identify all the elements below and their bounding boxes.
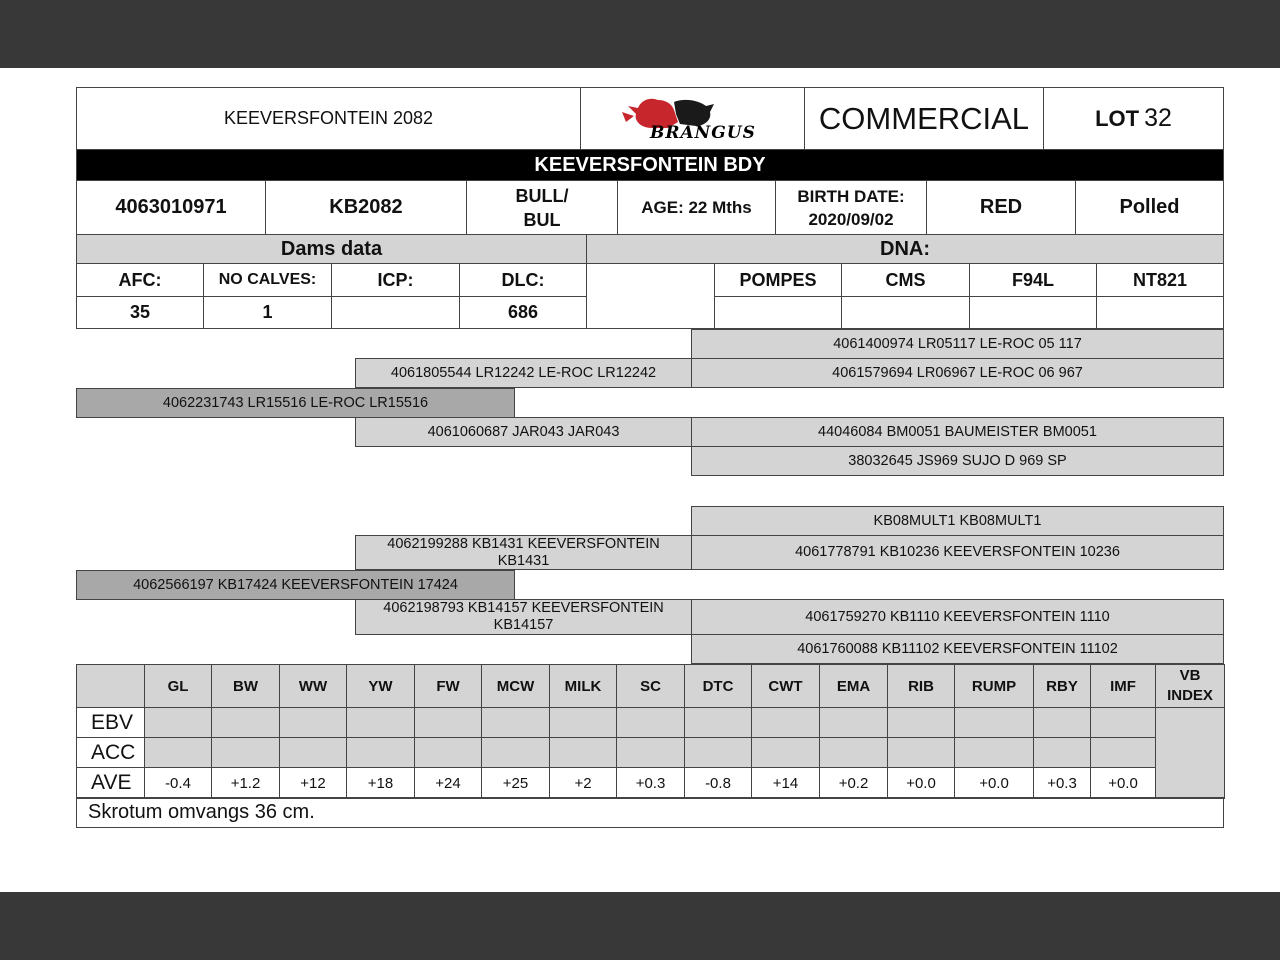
sex-line-2: BUL bbox=[523, 209, 561, 230]
pedigree-dam-dam-line-2: KB14157 bbox=[493, 617, 554, 633]
ebv-cell-ebv-milk bbox=[549, 707, 617, 738]
ebv-header-cwt: CWT bbox=[751, 664, 820, 708]
dna-header-f94l: F94L bbox=[969, 263, 1097, 297]
id-number: 4063010971 bbox=[76, 180, 266, 235]
ebv-cell-ave-yw: +18 bbox=[346, 767, 415, 799]
dams-header-icp: ICP: bbox=[331, 263, 460, 297]
ebv-cell-acc-yw bbox=[346, 737, 415, 768]
ebv-cell-acc-imf bbox=[1090, 737, 1156, 768]
ebv-header-sc: SC bbox=[616, 664, 685, 708]
ebv-cell-acc-rby bbox=[1033, 737, 1091, 768]
ebv-cell-acc-sc bbox=[616, 737, 685, 768]
ebv-cell-ebv-dtc bbox=[684, 707, 752, 738]
dams-value-dlc: 686 bbox=[459, 296, 587, 329]
pedigree-sire-dam-dam: 38032645 JS969 SUJO D 969 SP bbox=[691, 446, 1224, 476]
ebv-cell-ebv-imf bbox=[1090, 707, 1156, 738]
ebv-cell-acc-cwt bbox=[751, 737, 820, 768]
ebv-cell-acc-ww bbox=[279, 737, 347, 768]
ebv-cell-ebv-rib bbox=[887, 707, 955, 738]
animal-name: KEEVERSFONTEIN 2082 bbox=[76, 87, 581, 150]
ebv-cell-ebv-sc bbox=[616, 707, 685, 738]
ebv-cell-ave-cwt: +14 bbox=[751, 767, 820, 799]
age: AGE: 22 Mths bbox=[617, 180, 776, 235]
ebv-cell-ave-rby: +0.3 bbox=[1033, 767, 1091, 799]
ebv-header-ema: EMA bbox=[819, 664, 888, 708]
pedigree-dam-dam-line-1: 4062198793 KB14157 KEEVERSFONTEIN bbox=[383, 600, 664, 616]
horn-status: Polled bbox=[1075, 180, 1224, 235]
ebv-cell-ave-fw: +24 bbox=[414, 767, 482, 799]
ebv-cell-ave-bw: +1.2 bbox=[211, 767, 280, 799]
top-dark-band bbox=[0, 0, 1280, 68]
ebv-cell-ave-ww: +12 bbox=[279, 767, 347, 799]
vb-index-line-2: INDEX bbox=[1167, 687, 1213, 704]
ebv-cell-acc-ema bbox=[819, 737, 888, 768]
pedigree-sire-dam: 4061060687 JAR043 JAR043 bbox=[355, 417, 692, 447]
birth-date: 2020/09/02 bbox=[808, 209, 894, 229]
ebv-cell-ave-milk: +2 bbox=[549, 767, 617, 799]
dna-value-nt821 bbox=[1096, 296, 1224, 329]
ebv-header-vb-index bbox=[1155, 664, 1225, 708]
dna-value-pompes bbox=[714, 296, 842, 329]
dna-header-pompes: POMPES bbox=[714, 263, 842, 297]
ebv-header-yw: YW bbox=[346, 664, 415, 708]
sex-cell bbox=[466, 180, 618, 235]
ebv-cell-acc-gl bbox=[144, 737, 212, 768]
ebv-cell-ebv-rump bbox=[954, 707, 1034, 738]
ebv-cell-acc-milk bbox=[549, 737, 617, 768]
dna-header-nt821: NT821 bbox=[1096, 263, 1224, 297]
ebv-cell-ebv-rby bbox=[1033, 707, 1091, 738]
ebv-cell-ebv-gl bbox=[144, 707, 212, 738]
dams-header-dlc: DLC: bbox=[459, 263, 587, 297]
ebv-cell-acc-rib bbox=[887, 737, 955, 768]
pedigree-sire-sire: 4061805544 LR12242 LE-ROC LR12242 bbox=[355, 358, 692, 388]
ebv-cell-ebv-fw bbox=[414, 707, 482, 738]
ebv-header-fw: FW bbox=[414, 664, 482, 708]
ebv-header-blank bbox=[76, 664, 145, 708]
ebv-cell-acc-dtc bbox=[684, 737, 752, 768]
dams-header-afc: AFC: bbox=[76, 263, 204, 297]
ebv-header-gl: GL bbox=[144, 664, 212, 708]
dams-value-icp bbox=[331, 296, 460, 329]
ebv-header-ww: WW bbox=[279, 664, 347, 708]
ebv-cell-acc-bw bbox=[211, 737, 280, 768]
ebv-cell-ave-imf: +0.0 bbox=[1090, 767, 1156, 799]
dna-blank bbox=[586, 263, 715, 329]
ebv-cell-ebv-mcw bbox=[481, 707, 550, 738]
note-text: Skrotum omvangs 36 cm. bbox=[76, 797, 1224, 828]
ebv-header-dtc: DTC bbox=[684, 664, 752, 708]
dna-header-cms: CMS bbox=[841, 263, 970, 297]
pedigree-dam-sire-sire-top: KB08MULT1 KB08MULT1 bbox=[691, 506, 1224, 536]
ebv-cell-ebv-bw bbox=[211, 707, 280, 738]
ebv-cell-ebv-cwt bbox=[751, 707, 820, 738]
dna-value-cms bbox=[841, 296, 970, 329]
lot-box bbox=[1043, 87, 1224, 150]
ebv-header-rib: RIB bbox=[887, 664, 955, 708]
bottom-dark-band bbox=[0, 892, 1280, 960]
ebv-cell-ave-sc: +0.3 bbox=[616, 767, 685, 799]
sex-line-1: BULL/ bbox=[515, 185, 569, 206]
ebv-header-imf: IMF bbox=[1090, 664, 1156, 708]
ebv-row-label-ave: AVE bbox=[76, 767, 145, 799]
lot-number: 32 bbox=[1144, 104, 1172, 132]
ebv-cell-ave-ema: +0.2 bbox=[819, 767, 888, 799]
ebv-cell-ave-mcw: +25 bbox=[481, 767, 550, 799]
ebv-row-label-acc: ACC bbox=[76, 737, 145, 768]
ebv-header-rby: RBY bbox=[1033, 664, 1091, 708]
ebv-cell-acc-fw bbox=[414, 737, 482, 768]
pedigree-dam: 4062566197 KB17424 KEEVERSFONTEIN 17424 bbox=[76, 570, 515, 600]
pedigree-sire-sire-dam: 4061579694 LR06967 LE-ROC 06 967 bbox=[691, 358, 1224, 388]
ebv-cell-ebv-yw bbox=[346, 707, 415, 738]
dams-value-calves: 1 bbox=[203, 296, 332, 329]
dna-value-f94l bbox=[969, 296, 1097, 329]
ebv-cell-acc-rump bbox=[954, 737, 1034, 768]
brangus-logo bbox=[580, 87, 805, 150]
pedigree-sire: 4062231743 LR15516 LE-ROC LR15516 bbox=[76, 388, 515, 418]
dna-title: DNA: bbox=[586, 234, 1224, 264]
pedigree-dam-dam-sire: 4061759270 KB1110 KEEVERSFONTEIN 1110 bbox=[691, 599, 1224, 635]
ebv-header-mcw: MCW bbox=[481, 664, 550, 708]
ebv-index-value bbox=[1155, 707, 1225, 799]
lot-label: LOT bbox=[1095, 105, 1140, 131]
birth-date-label: BIRTH DATE: bbox=[797, 186, 905, 206]
ebv-cell-ave-dtc: -0.8 bbox=[684, 767, 752, 799]
pedigree-dam-dam-dam: 4061760088 KB11102 KEEVERSFONTEIN 11102 bbox=[691, 634, 1224, 664]
pedigree-sire-sire-sire: 4061400974 LR05117 LE-ROC 05 117 bbox=[691, 329, 1224, 359]
pedigree-dam-sire-sire: 4061778791 KB10236 KEEVERSFONTEIN 10236 bbox=[691, 535, 1224, 570]
ebv-cell-acc-mcw bbox=[481, 737, 550, 768]
ebv-header-milk: MILK bbox=[549, 664, 617, 708]
pedigree-dam-sire bbox=[355, 535, 692, 570]
vb-index-line-1: VB bbox=[1179, 667, 1201, 684]
dams-title: Dams data bbox=[76, 234, 587, 264]
pedigree-dam-sire-line-2: KB1431 bbox=[497, 552, 550, 569]
logo-text: BRANGUS bbox=[649, 122, 756, 143]
dams-value-afc: 35 bbox=[76, 296, 204, 329]
ebv-cell-ave-rump: +0.0 bbox=[954, 767, 1034, 799]
ebv-cell-ebv-ema bbox=[819, 707, 888, 738]
ebv-header-bw: BW bbox=[211, 664, 280, 708]
ebv-cell-ebv-ww bbox=[279, 707, 347, 738]
pedigree-dam-dam bbox=[355, 599, 692, 635]
category-label: COMMERCIAL bbox=[804, 87, 1044, 150]
dams-header-calves: NO CALVES: bbox=[203, 263, 332, 297]
tag-number: KB2082 bbox=[265, 180, 467, 235]
birth-date-cell bbox=[775, 180, 927, 235]
ebv-cell-ave-rib: +0.0 bbox=[887, 767, 955, 799]
colour: RED bbox=[926, 180, 1076, 235]
pedigree-sire-dam-sire: 44046084 BM0051 BAUMEISTER BM0051 bbox=[691, 417, 1224, 447]
ebv-cell-ave-gl: -0.4 bbox=[144, 767, 212, 799]
title-bar: KEEVERSFONTEIN BDY bbox=[76, 149, 1224, 181]
ebv-header-rump: RUMP bbox=[954, 664, 1034, 708]
ebv-row-label-ebv: EBV bbox=[76, 707, 145, 738]
bull-head-icon bbox=[618, 94, 768, 144]
pedigree-dam-sire-line-1: 4062199288 KB1431 KEEVERSFONTEIN bbox=[387, 535, 660, 552]
